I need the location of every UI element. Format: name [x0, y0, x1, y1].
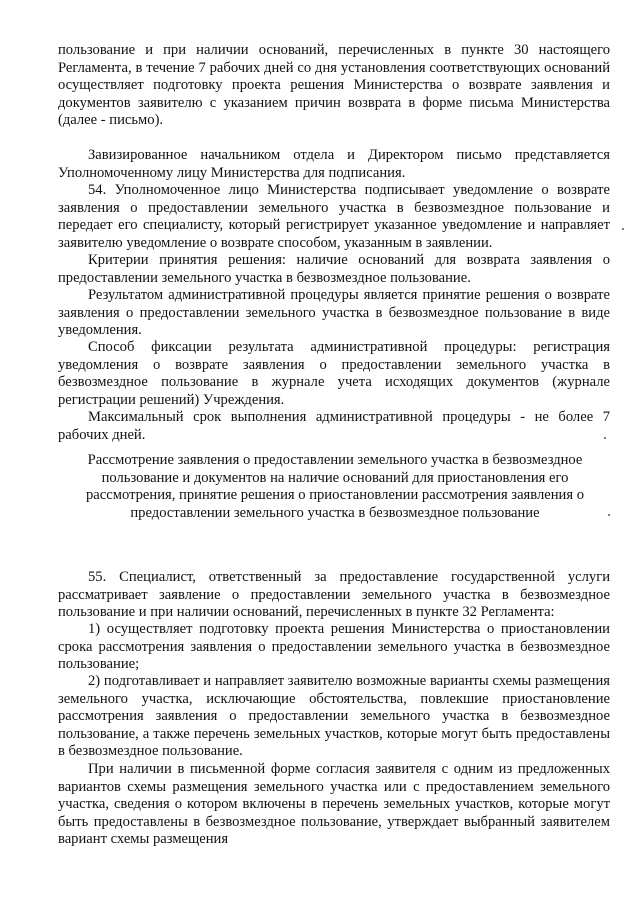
scan-speck — [608, 514, 610, 516]
paragraph-max-term: Максимальный срок выполнения административной процедуры - не более 7 рабочих дней. — [58, 409, 610, 443]
paragraph-54: 54. Уполномоченное лицо Министерства подписывает уведомление о возврате заявления о предоставлении земельного участка в безвозмездное пользование и передает его специалисту, который регистрирует указанное уведомление и направляет заявителю уведомление о возврате способом, указанным в заявлении. — [58, 182, 610, 251]
paragraph-55: 55. Специалист, ответственный за предоставление государственной услуги рассматривает заявление о предоставлении земельного участка в безвозмездное пользование и при наличии оснований, перечисленных в пункте 32 Регламента: — [58, 569, 610, 621]
paragraph-endorsed-letter: Завизированное начальником отдела и Директором письмо представляется Уполномоченному лицу Министерства для подписания. — [58, 147, 610, 181]
scan-speck — [622, 228, 624, 230]
scan-speck — [604, 437, 606, 439]
section-title: Рассмотрение заявления о предоставлении земельного участка в безвозмездное пользование и документов на наличие оснований для приостановления его рассмотрения, принятие решения о приостановлении рассмотрения заявления о предоставлении земельного участка в безвозмездное пользование — [86, 452, 584, 521]
paragraph-result: Результатом административной процедуры является принятие решения о возврате заявления о предоставлении земельного участка в безвозмездное пользование в виде уведомления. — [58, 287, 610, 339]
paragraph-item-2: 2) подготавливает и направляет заявителю возможные варианты схемы размещения земельного участка, исключающие обстоятельства, повлекшие приостановление рассмотрения заявления о предоставлении земельного участка в безвозмездное пользование, а также перечень земельных участков, которые могут быть предоставлены в безвозмездное пользование. — [58, 673, 610, 760]
paragraph-item-1: 1) осуществляет подготовку проекта решения Министерства о приостановлении срока рассмотрения заявления о предоставлении земельного участка в безвозмездное пользование; — [58, 621, 610, 673]
paragraph-continuation: пользование и при наличии оснований, перечисленных в пункте 30 настоящего Регламента, в течение 7 рабочих дней со дня установления соответствующих оснований осуществляет подготовку проекта решения Министерства о возврате заявления и документов заявителю с указанием причин возврата в форме письма Министерства (далее - письмо). — [58, 42, 610, 129]
paragraph-consent: При наличии в письменной форме согласия заявителя с одним из предложенных вариантов схемы размещения земельного участка или с предоставлением земельного участка, сведения о котором включены в перечень земельных участков, которые могут быть предоставлены в безвозмездное пользование, утверждает выбранный заявителем вариант схемы размещения — [58, 761, 610, 848]
paragraph-fixation-method: Способ фиксации результата административной процедуры: регистрация уведомления о возврате заявления о предоставлении земельного участка в безвозмездное пользование в журнале учета исходящих документов (журнале регистрации решений) Учреждения. — [58, 339, 610, 408]
paragraph-decision-criteria: Критерии принятия решения: наличие оснований для возврата заявления о предоставлении земельного участка в безвозмездное пользование. — [58, 252, 610, 286]
